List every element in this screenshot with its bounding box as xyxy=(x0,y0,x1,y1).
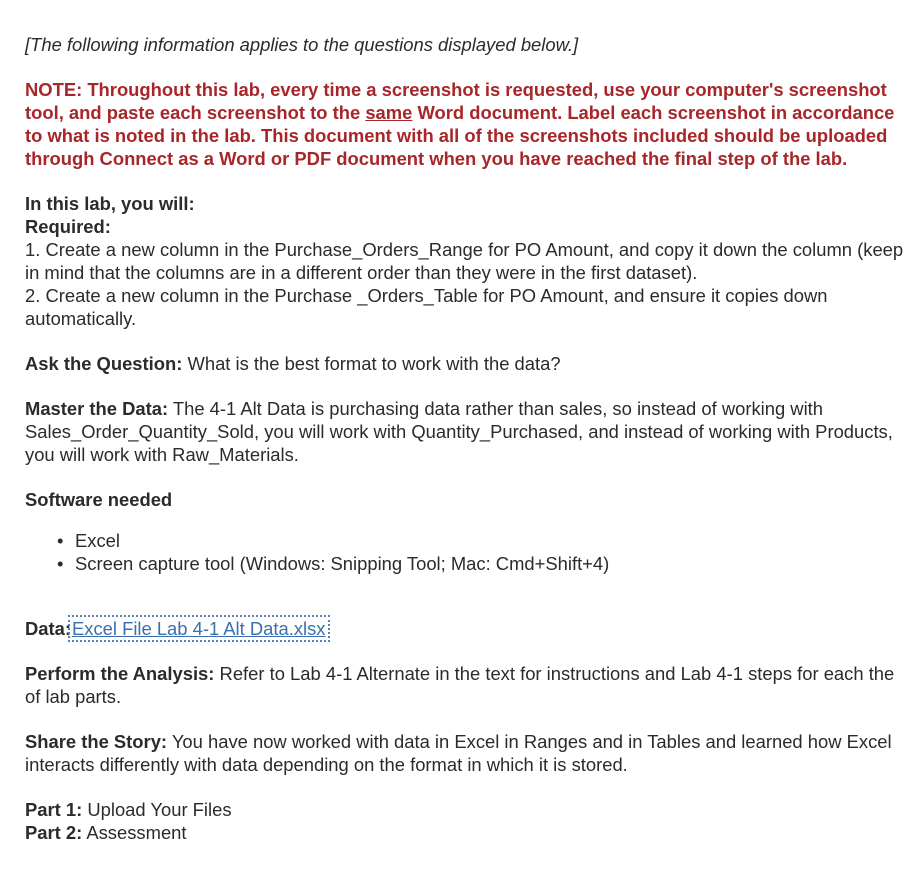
software-item: • Screen capture tool (Windows: Snipping Tool; Mac: Cmd+Shift+4) xyxy=(75,552,905,575)
ask-question-section xyxy=(25,352,905,375)
data-file-section xyxy=(25,617,905,640)
master-data-label: Master the Data: xyxy=(25,398,169,419)
note-warning xyxy=(25,78,903,170)
intro-text: [The following information applies to the questions displayed below.] xyxy=(25,34,579,55)
lab-intro-section xyxy=(25,192,905,330)
perform-analysis-section xyxy=(25,662,905,708)
required-step-2: 2. Create a new column in the Purchase _Orders_Table for PO Amount, and ensure it copies down automatically. xyxy=(25,285,828,329)
software-item: • Excel xyxy=(75,529,905,552)
software-list xyxy=(25,529,905,575)
part-1-text: Upload Your Files xyxy=(82,799,232,820)
part-1-label: Part 1: xyxy=(25,799,83,820)
master-data-text: The 4-1 Alt Data is purchasing data rather than sales, so instead of working with Sales_Order_Quantity_Sold, you will work with Quantity_Purchased, and instead of working with Products, you will work with Raw_Materials. xyxy=(25,398,893,465)
perform-analysis-text: Refer to Lab 4-1 Alternate in the text for instructions and Lab 4-1 steps for each the of lab parts. xyxy=(25,663,895,707)
ask-question-text: What is the best format to work with the data? xyxy=(182,353,561,374)
required-label: Required: xyxy=(25,216,111,237)
data-label: Data: xyxy=(25,618,71,639)
excel-file-link[interactable]: Excel File Lab 4-1 Alt Data.xlsx xyxy=(72,618,326,639)
lab-intro-heading: In this lab, you will: xyxy=(25,193,195,214)
master-data-section xyxy=(25,397,905,466)
note-text-part2: Word document. Label each screenshot in accordance to what is noted in the lab. This document with all of the screenshots included should be uploaded through Connect as a Word or PDF document when you have reached the final step of the lab. xyxy=(25,102,895,169)
note-underlined-word: same xyxy=(365,102,413,123)
part-2 xyxy=(25,821,905,844)
share-story-text: You have now worked with data in Excel in Ranges and in Tables and learned how Excel interacts differently with data depending on the format in which it is stored. xyxy=(25,731,892,775)
perform-analysis-label: Perform the Analysis: xyxy=(25,663,215,684)
software-heading: Software needed xyxy=(25,489,173,510)
parts-section xyxy=(25,798,905,844)
required-step-1: 1. Create a new column in the Purchase_Orders_Range for PO Amount, and copy it down the column (keep in mind that the columns are in a different order than they were in the first dataset). xyxy=(25,239,904,283)
ask-question-label: Ask the Question: xyxy=(25,353,183,374)
part-2-text: Assessment xyxy=(82,822,187,843)
note-text-part1: NOTE: Throughout this lab, every time a screenshot is requested, use your computer's screenshot tool, and paste each screenshot to the xyxy=(25,79,887,123)
part-2-label: Part 2: xyxy=(25,822,83,843)
software-section xyxy=(25,488,905,575)
share-story-label: Share the Story: xyxy=(25,731,168,752)
part-1 xyxy=(25,798,905,821)
share-story-section xyxy=(25,730,905,776)
